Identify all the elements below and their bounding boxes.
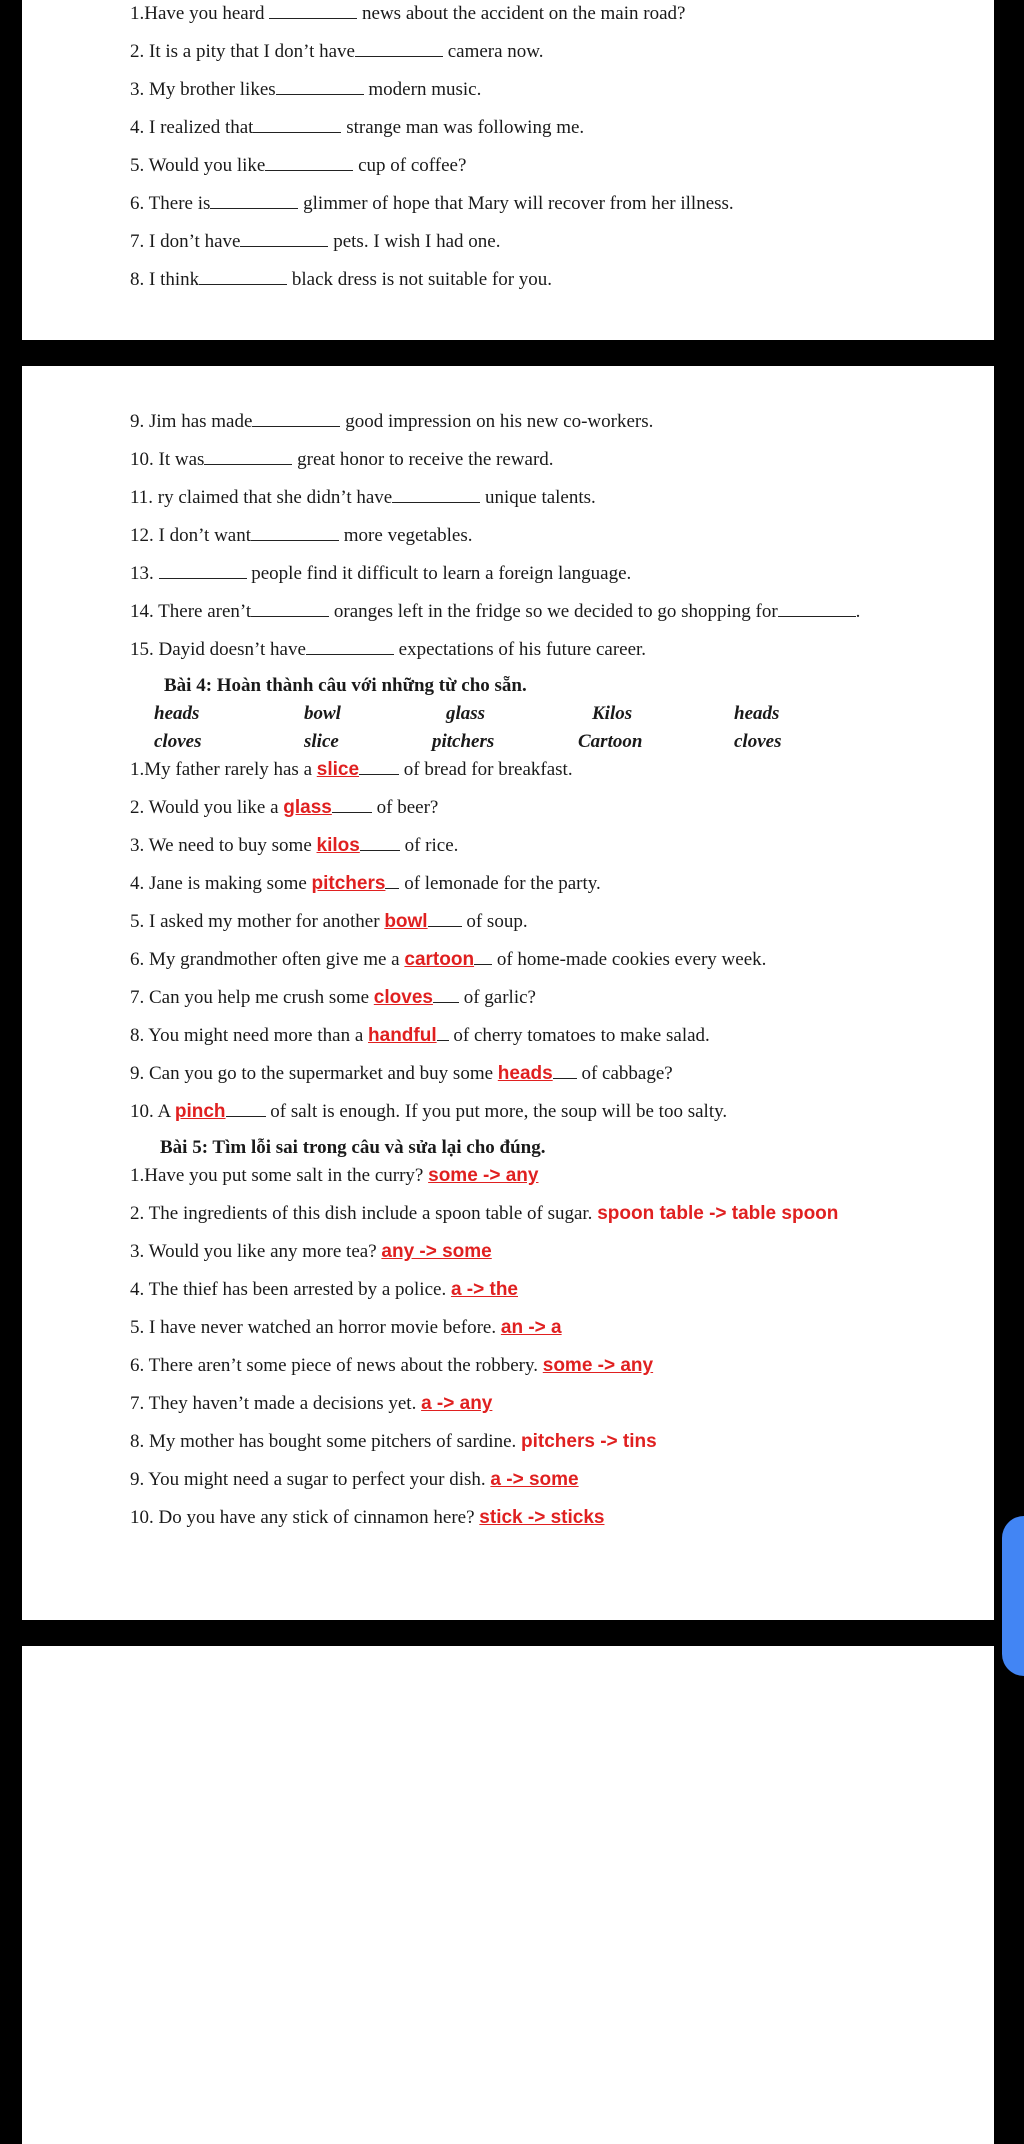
exercise4-title: Bài 4: Hoàn thành câu với những từ cho sẵn. xyxy=(164,675,527,696)
answer-text: cartoon xyxy=(404,949,475,970)
ex4-item-4: 4. Jane is making some pitchers of lemonade for the party. xyxy=(130,873,601,894)
ex3-item-5: 5. Would you like cup of coffee? xyxy=(130,155,467,176)
correction-text: some -> any xyxy=(542,1355,654,1376)
correction-text: a -> some xyxy=(490,1469,579,1490)
ex5-item-8: 8. My mother has bought some pitchers of sardine. pitchers -> tins xyxy=(130,1431,657,1452)
answer-text: pitchers xyxy=(311,873,386,894)
ex3-item-13: 13. people find it difficult to learn a foreign language. xyxy=(130,563,632,584)
word-bank-item: Cartoon xyxy=(578,731,643,752)
answer-text: heads xyxy=(497,1063,553,1084)
ex3-item-3: 3. My brother likes modern music. xyxy=(130,79,482,100)
word-bank-item: glass xyxy=(446,703,486,724)
ex3-item-1: 1.Have you heard news about the accident on the main road? xyxy=(130,3,686,24)
answer-text: pinch xyxy=(174,1101,226,1122)
ex3-item-12: 12. I don’t want more vegetables. xyxy=(130,525,473,546)
correction-text: a -> any xyxy=(421,1393,493,1414)
answer-text: slice xyxy=(316,759,360,780)
answer-text: cloves xyxy=(373,987,433,1008)
worksheet-page-3-blank xyxy=(22,1646,994,2144)
ex4-item-6: 6. My grandmother often give me a cartoon of home-made cookies every week. xyxy=(130,949,767,970)
scroll-handle[interactable] xyxy=(1002,1516,1024,1676)
worksheet-page-1 xyxy=(22,0,994,340)
ex5-item-10: 10. Do you have any stick of cinnamon here? stick -> sticks xyxy=(130,1507,605,1528)
correction-text: stick -> sticks xyxy=(479,1507,605,1528)
ex5-item-5: 5. I have never watched an horror movie before. an -> a xyxy=(130,1317,562,1338)
ex4-item-3: 3. We need to buy some kilos of rice. xyxy=(130,835,459,856)
ex3-item-7: 7. I don’t have pets. I wish I had one. xyxy=(130,231,501,252)
answer-text: handful xyxy=(368,1025,437,1046)
correction-text: some -> any xyxy=(428,1165,539,1186)
ex3-item-9: 9. Jim has made good impression on his new co-workers. xyxy=(130,411,654,432)
ex4-item-9: 9. Can you go to the supermarket and buy some heads of cabbage? xyxy=(130,1063,673,1084)
word-bank-item: slice xyxy=(304,731,339,752)
ex3-item-2: 2. It is a pity that I don’t have camera now. xyxy=(130,41,544,62)
ex3-item-14: 14. There aren’t oranges left in the fridge so we decided to go shopping for . xyxy=(130,601,861,622)
ex5-item-7: 7. They haven’t made a decisions yet. a -> any xyxy=(130,1393,493,1414)
correction-text: pitchers -> tins xyxy=(521,1431,657,1452)
word-bank-item: pitchers xyxy=(432,731,495,752)
correction-text: any -> some xyxy=(381,1241,492,1262)
word-bank-item: Kilos xyxy=(592,703,633,724)
word-bank-item: heads xyxy=(734,703,780,724)
word-bank-item: heads xyxy=(154,703,200,724)
ex3-item-15: 15. Dayid doesn’t have expectations of his future career. xyxy=(130,639,647,660)
ex3-item-10: 10. It was great honor to receive the reward. xyxy=(130,449,554,470)
word-bank-item: cloves xyxy=(734,731,782,752)
word-bank-item: cloves xyxy=(154,731,202,752)
ex4-item-1: 1.My father rarely has a slice of bread for breakfast. xyxy=(130,759,573,780)
ex3-item-11: 11. ry claimed that she didn’t have unique talents. xyxy=(130,487,596,508)
answer-text: bowl xyxy=(384,911,428,932)
correction-text: a -> the xyxy=(450,1279,519,1300)
ex3-item-4: 4. I realized that strange man was following me. xyxy=(130,117,585,138)
ex4-item-10: 10. A pinch of salt is enough. If you put more, the soup will be too salty. xyxy=(130,1101,728,1122)
ex3-item-6: 6. There is glimmer of hope that Mary will recover from her illness. xyxy=(130,193,734,214)
word-bank-item: bowl xyxy=(304,703,341,724)
ex3-item-8: 8. I think black dress is not suitable for you. xyxy=(130,269,553,290)
worksheet-page-2 xyxy=(22,366,994,1620)
answer-text: kilos xyxy=(316,835,360,856)
ex5-item-2: 2. The ingredients of this dish include a spoon table of sugar. spoon table -> table spoon xyxy=(130,1203,839,1224)
exercise5-title: Bài 5: Tìm lỗi sai trong câu và sửa lại cho đúng. xyxy=(160,1137,546,1158)
ex4-item-7: 7. Can you help me crush some cloves of garlic? xyxy=(130,987,536,1008)
ex5-item-6: 6. There aren’t some piece of news about the robbery. some -> any xyxy=(130,1355,654,1376)
answer-text: glass xyxy=(283,797,332,818)
ex5-item-1: 1.Have you put some salt in the curry? some -> any xyxy=(130,1165,539,1186)
ex5-item-3: 3. Would you like any more tea? any -> some xyxy=(130,1241,492,1262)
ex4-item-8: 8. You might need more than a handful of cherry tomatoes to make salad. xyxy=(130,1025,710,1046)
ex5-item-4: 4. The thief has been arrested by a police. a -> the xyxy=(130,1279,519,1300)
ex4-item-5: 5. I asked my mother for another bowl of soup. xyxy=(130,911,528,932)
ex4-item-2: 2. Would you like a glass of beer? xyxy=(130,797,439,818)
ex5-item-9: 9. You might need a sugar to perfect your dish. a -> some xyxy=(130,1469,579,1490)
correction-text: an -> a xyxy=(500,1317,562,1338)
correction-text: spoon table -> table spoon xyxy=(597,1203,839,1224)
